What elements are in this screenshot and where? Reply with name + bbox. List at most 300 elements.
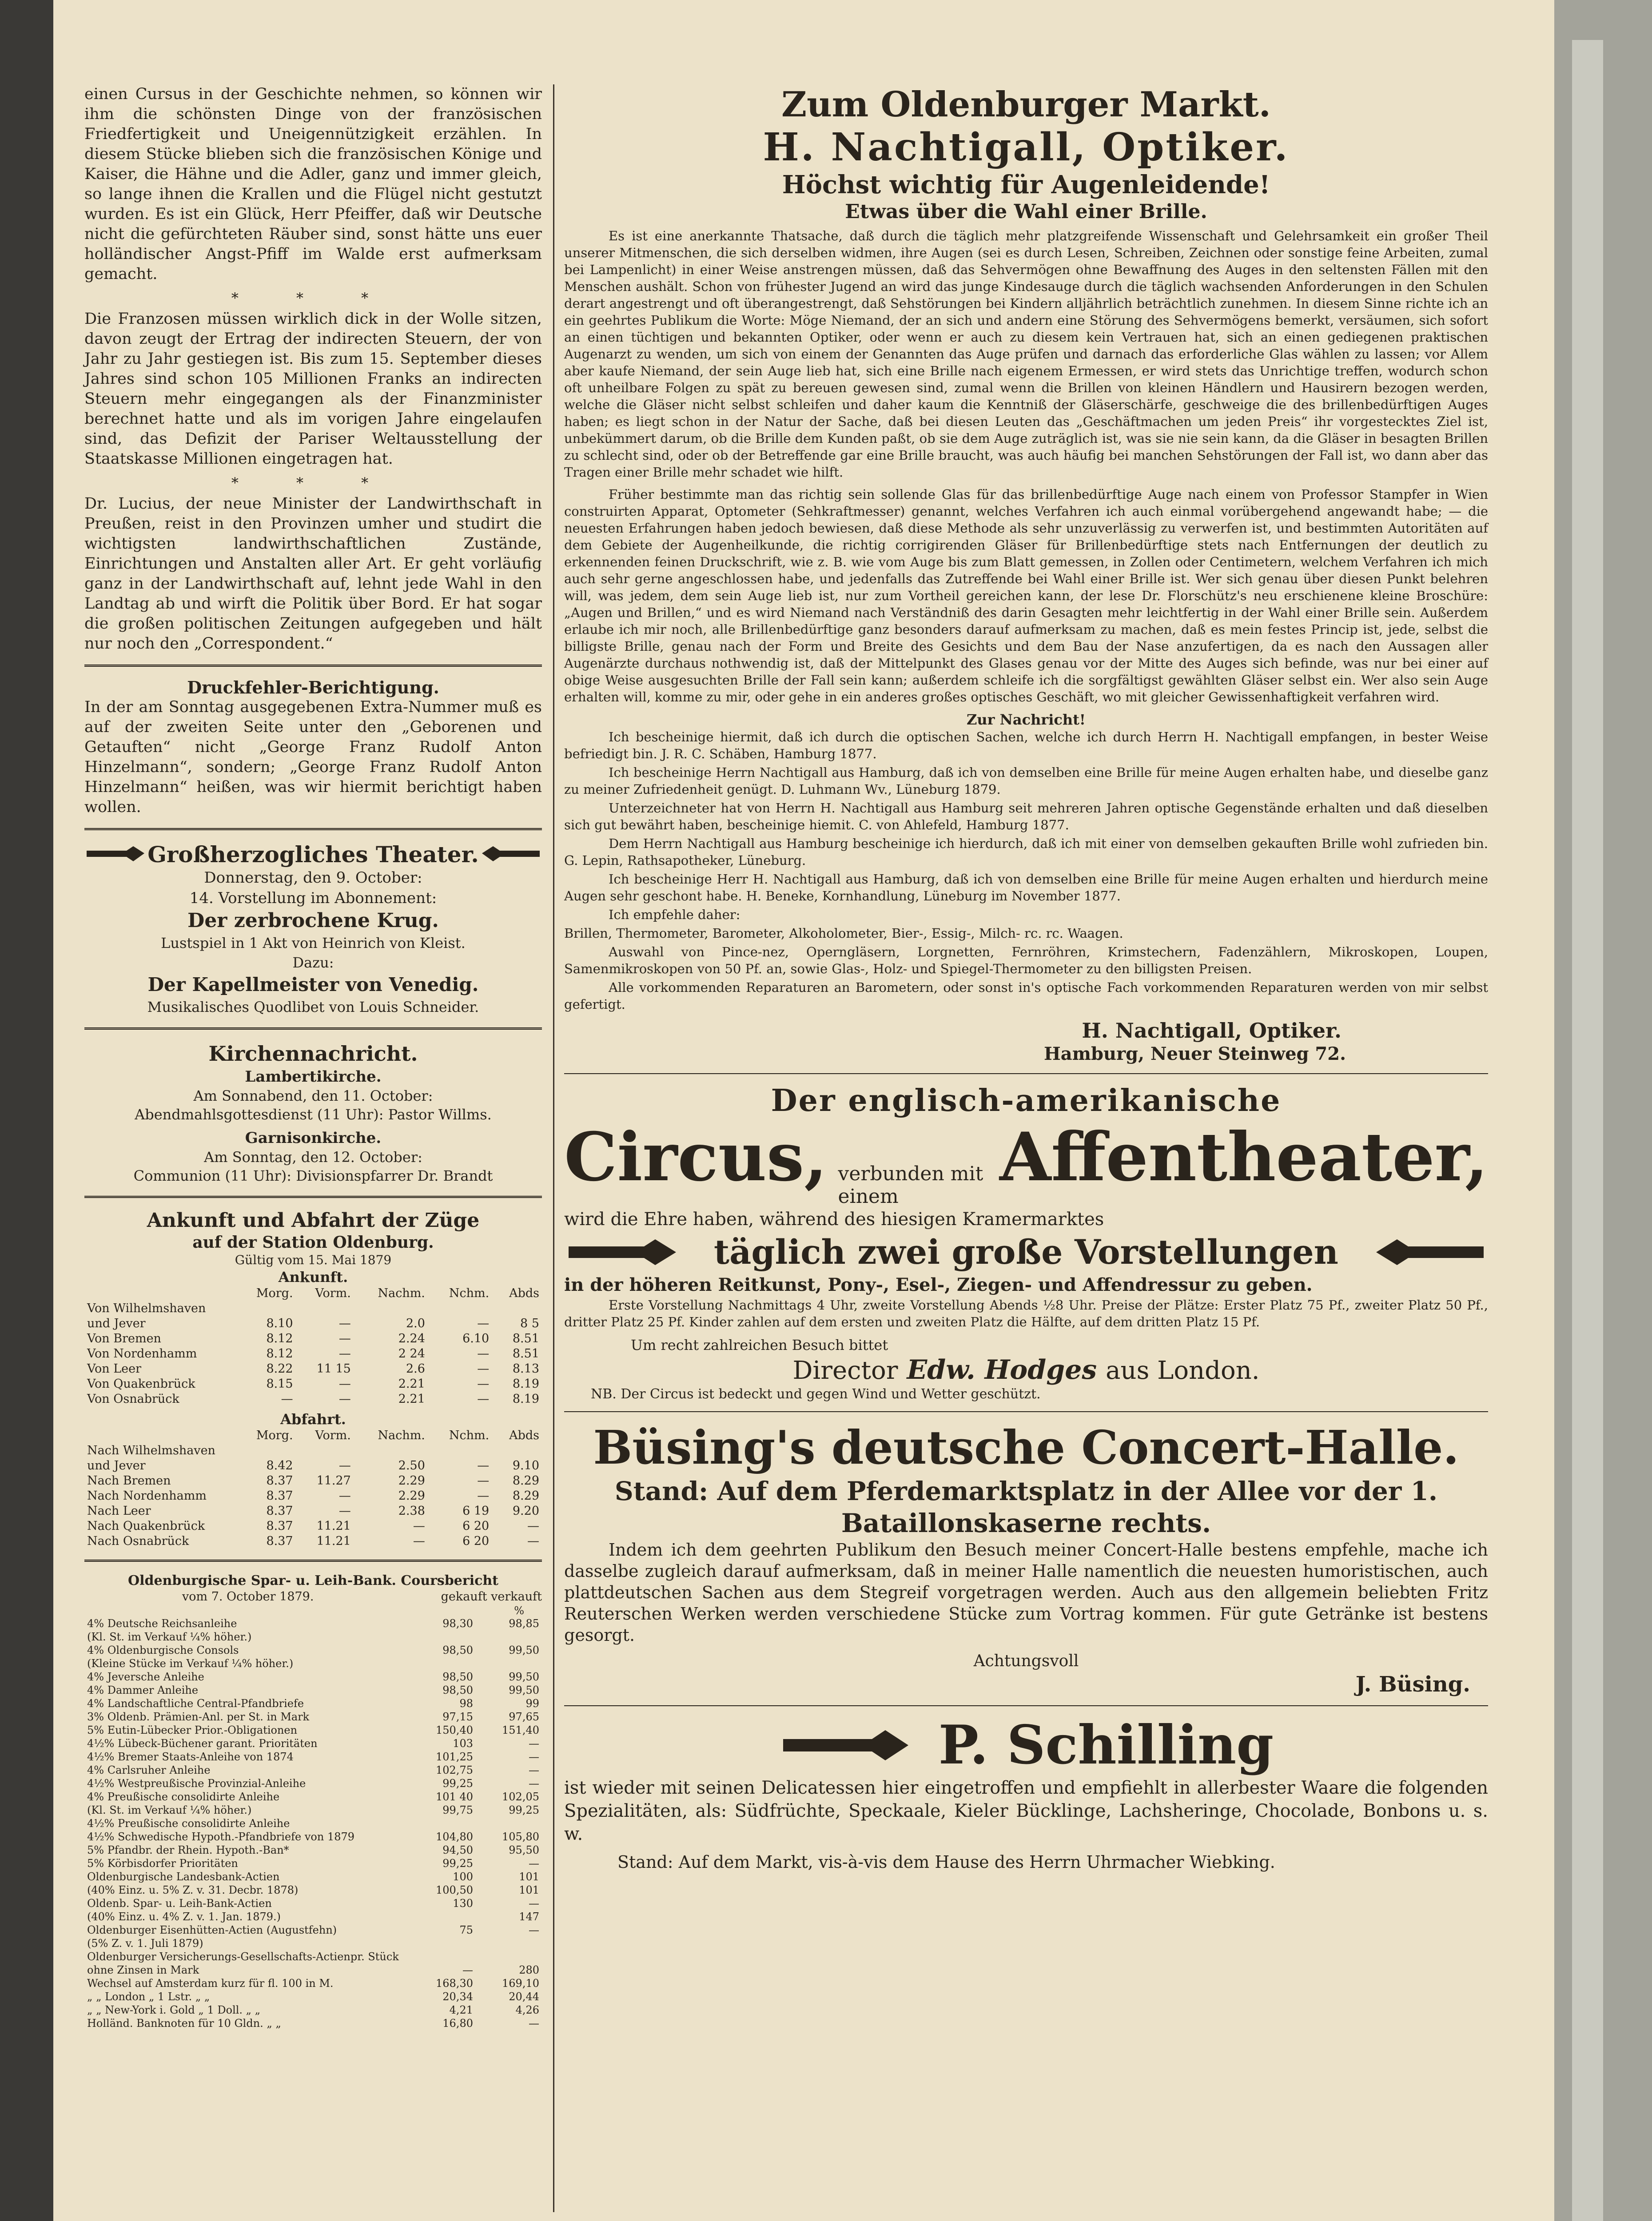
table-cell: 6.10	[462, 1332, 490, 1345]
table-cell: —	[529, 1857, 539, 1870]
table-cell: 169,10	[502, 1977, 539, 1990]
page-edge	[1572, 40, 1603, 2221]
table-row	[84, 1777, 542, 1790]
circus-big-word: Affentheater,	[999, 1118, 1488, 1196]
table-cell: 8.37	[266, 1534, 293, 1548]
church-name: Garnisonkirche.	[245, 1129, 382, 1147]
reference: Dem Herrn Nachtigall aus Hamburg bescheinige ich hierdurch, daß ich mit einer von demselben gekauften Brille wohl zufrieden bin. G. Lepin, Rathsapotheker, Lüneburg.	[564, 836, 1488, 868]
table-cell: 101	[519, 1871, 539, 1883]
table-row	[84, 1710, 542, 1723]
table-row	[84, 1697, 542, 1710]
theater-abo: 14. Vorstellung im Abonnement:	[189, 889, 437, 907]
table-cell: 168,30	[436, 1977, 473, 1990]
busing-ad	[564, 1420, 1488, 1697]
table-cell: (40% Einz. u. 4% Z. v. 1. Jan. 1879.)	[87, 1911, 281, 1923]
table-cell: —	[338, 1317, 351, 1330]
divider	[564, 1705, 1488, 1706]
table-header-cell: Abds	[509, 1429, 539, 1442]
table-cell: Nach Wilhelmshaven	[87, 1444, 215, 1457]
table-cell: 8.15	[266, 1377, 293, 1391]
table-cell: —	[338, 1347, 351, 1361]
separator-stars: * * *	[231, 474, 395, 491]
table-cell: 147	[519, 1911, 539, 1923]
table-cell: 5% Körbisdorfer Prioritäten	[87, 1857, 238, 1870]
table-cell: 5% Pfandbr. der Rhein. Hypoth.-Ban*	[87, 1844, 289, 1856]
table-cell: 20,34	[442, 1990, 473, 2003]
train-departure-label: Abfahrt.	[280, 1411, 346, 1428]
train-row	[84, 1316, 542, 1331]
ad-paragraph: Früher bestimmte man das richtig sein sollende Glas für das brillenbedürftige Auge nach einem von Professor Stampfer in Wien construirten Apparat, Optometer (Sehkraftmesser) genannt, welches Verfahren ich auch einmal vorübergehend angewandt habe; — die neuesten Erfahrungen haben jedoch bewiesen, daß diese Methode als sehr unzuverlässig zu verwerfen ist, und bestimmten Autoritäten auf dem Gebiete der Augenheilkunde, die richtig corrigirenden Gläser für Brillenbedürftige stets nach Entfernungen der deutlich zu erkennenden feinen Druckschrift, wie z. B. wie vom Auge bis zum Blatt gemessen, in Zollen oder Centimetern, welchem Verfahren ich mich auch sehr gerne angeschlossen habe, und jedenfalls das Zutreffende bei Wahl einer Brille ist. Wer sich genau über diesen Punkt belehren will, was jedem, dem sein Auge lieb ist, nur zum Vortheil gereichen kann, der lese Dr. Florschütz's neu erschienene kleine Broschüre: „Augen und Brillen,“ und es wird Niemand nach Verständniß des darin Gesagten mehr leichtfertig in der Wahl einer Brille sein. Außerdem erlaube ich mir noch, alle Brillenbedürftige ganz besonders darauf aufmerksam zu machen, daß es mein festes Princip ist, jede, selbst die billigste Brille, genau nach der Form und Breite des Gesichts und dem Bau der Nase anzufertigen, da es nach den Aussagen aller Augenärzte durchaus nothwendig ist, daß der Mittelpunkt des Glases genau vor der Mitte des Auges sich befinde, was nur bei einer auf obige Weise ausgesuchten Brille der Fall sein kann; außerdem schleife ich die sorgfältigst gewählten Gläser selbst ein. Wer also sein Auge erhalten will, komme zu mir, oder gehe in ein anderes großes optisches Geschäft, wo mit gleicher Gewissenhaftigkeit verfahren wird.	[564, 487, 1488, 705]
table-cell: 280	[519, 1964, 539, 1976]
table-cell: 150,40	[436, 1724, 473, 1736]
table-row	[84, 2003, 542, 2017]
table-row	[84, 1644, 542, 1657]
binding-right	[1554, 0, 1652, 2221]
train-row	[84, 1361, 542, 1377]
table-cell: 4% Landschaftliche Central-Pfandbriefe	[87, 1697, 304, 1710]
church-name: Lambertikirche.	[245, 1068, 382, 1086]
bank-pct: %	[514, 1604, 524, 1617]
schilling-stand: Stand: Auf dem Markt, vis-à-vis dem Hause des Herrn Uhrmacher Wiebking.	[617, 1852, 1275, 1872]
divider	[84, 665, 542, 667]
table-header-cell: Morg.	[256, 1286, 293, 1300]
table-row	[84, 1990, 542, 2003]
train-row	[84, 1331, 542, 1346]
table-cell: 6 20	[462, 1519, 490, 1533]
reference: Ich bescheinige hiermit, daß ich durch die optischen Sachen, welche ich durch Herrn H. Nachtigall empfangen, in bester Weise befriedigt bin. J. R. C. Schäben, Hamburg 1877.	[564, 729, 1488, 761]
train-valid: Gültig vom 15. Mai 1879	[235, 1253, 392, 1267]
table-row	[84, 1910, 542, 1923]
busing-title: Büsing's deutsche Concert-Halle.	[593, 1420, 1459, 1475]
pointing-hand-icon	[84, 841, 147, 868]
table-cell: Holländ. Banknoten für 10 Gldn. „ „	[87, 2017, 281, 2030]
table-cell: —	[529, 1924, 539, 1936]
ad-name: H. Nachtigall, Optiker.	[763, 125, 1290, 170]
table-cell: 2.24	[398, 1332, 425, 1345]
table-cell: 98	[459, 1697, 473, 1710]
pointing-hand-icon	[564, 1232, 680, 1272]
table-cell: 101	[519, 1884, 539, 1896]
table-cell: 99,25	[509, 1804, 539, 1816]
nachtigall-ad	[564, 84, 1488, 1065]
table-cell: —	[477, 1392, 490, 1406]
table-cell: 97,15	[442, 1711, 473, 1723]
table-row	[84, 1684, 542, 1697]
train-row	[84, 1346, 542, 1361]
table-cell: 8.12	[266, 1332, 293, 1345]
table-header-cell: Nchm.	[449, 1429, 490, 1442]
table-header-cell: Vorm.	[315, 1286, 351, 1300]
table-cell: Von Osnabrück	[87, 1392, 179, 1406]
offer-intro: Ich empfehle daher:	[609, 907, 740, 922]
bank-report	[84, 1572, 542, 2030]
table-cell: 75	[459, 1924, 473, 1936]
table-header-cell: Vorm.	[315, 1429, 351, 1442]
table-cell: 8.19	[512, 1377, 539, 1391]
table-cell	[354, 1443, 428, 1458]
table-cell: 99	[525, 1697, 539, 1710]
table-cell	[428, 1301, 492, 1316]
table-cell: Nach Bremen	[87, 1474, 171, 1488]
table-cell: 4½% Westpreußische Provinzial-Anleihe	[87, 1777, 306, 1790]
table-cell: 16,80	[442, 2017, 473, 2030]
table-cell: 2.29	[398, 1474, 425, 1488]
intro-paragraph: einen Cursus in der Geschichte nehmen, so können wir ihm die schönsten Dinge von der französischen Friedfertigkeit und Uneigennützigkeit erzählen. In diesem Stücke blieben sich die französischen Könige und Kaiser, die Hähne und die Adler, ganz und immer gleich, so lange ihnen die Krallen und die Flügel nicht gestutzt wurden. Es ist ein Glück, Herr Pfeiffer, daß wir Deutsche nicht die gefürchteten Räuber sind, sonst hätte uns euer holländischer Angst-Pfiff im Walde erst aufmerksam gemacht.	[84, 85, 542, 283]
busing-stand: Stand: Auf dem Pferdemarktsplatz in der Allee vor der 1. Bataillonskaserne rechts.	[614, 1476, 1438, 1538]
circus-director-label: Director	[792, 1356, 898, 1385]
table-row	[84, 1750, 542, 1763]
table-cell: 11.21	[316, 1519, 351, 1533]
errata-text: In der am Sonntag ausgegebenen Extra-Nummer muß es auf der zweiten Seite unter den „Geborenen und Getauften“ nicht „George Franz Rudolf Anton Hinzelmann“, sondern; „George Franz Rudolf Anton Hinzelmann“ heißen, was wir hiermit berichtigt haben wollen.	[84, 698, 542, 816]
offer-line: Auswahl von Pince-nez, Operngläsern, Lorgnetten, Fernröhren, Krimstechern, Fadenzählern, Mikroskopen, Loupen, Samenmikroskopen von 50 Pf. an, sowie Glas-, Holz- und Spiegel-Thermometer zu den billigsten Preisen.	[564, 944, 1488, 976]
table-cell: (5% Z. v. 1. Juli 1879)	[87, 1937, 203, 1950]
table-cell: 4½% Lübeck-Büchener garant. Prioritäten	[87, 1737, 318, 1750]
train-row	[84, 1377, 542, 1392]
table-cell: —	[477, 1459, 490, 1473]
table-cell: 3% Oldenb. Prämien-Anl. per St. in Mark	[87, 1711, 310, 1723]
table-row	[84, 1950, 542, 1963]
schilling-title: P. Schilling	[938, 1714, 1274, 1776]
table-cell	[354, 1301, 428, 1316]
table-cell: Von Nordenhamm	[87, 1347, 197, 1361]
table-cell: 4% Carlsruher Anleihe	[87, 1764, 211, 1776]
table-cell: 4% Deutsche Reichsanleihe	[87, 1617, 237, 1630]
table-row	[84, 1830, 542, 1843]
note-title: Zur Nachricht!	[967, 711, 1086, 728]
table-cell: Oldenburger Versicherungs-Gesellschafts-Actienpr. Stück	[87, 1950, 399, 1963]
play-subtitle: Musikalisches Quodlibet von Louis Schneider.	[147, 999, 479, 1015]
table-cell: 8.29	[512, 1489, 539, 1503]
table-cell: und Jever	[87, 1459, 146, 1473]
ad-headline: Zum Oldenburger Markt.	[781, 84, 1271, 125]
reference: Ich bescheinige Herrn Nachtigall aus Hamburg, daß ich von demselben eine Brille für meine Augen erhalten habe, und dieselbe ganz zu meiner Zufriedenheit genügt. D. Luhmann Wv., Lüneburg 1879.	[564, 765, 1488, 797]
table-cell	[476, 1937, 542, 1950]
table-header-cell: Morg.	[256, 1429, 293, 1442]
train-row	[84, 1534, 542, 1549]
table-cell	[236, 1443, 296, 1458]
table-cell	[296, 1443, 354, 1458]
table-cell	[410, 1950, 476, 1963]
table-header-cell: Nchm.	[449, 1286, 490, 1300]
ad-signature: H. Nachtigall, Optiker.	[1082, 1019, 1342, 1043]
table-cell: 8.12	[266, 1347, 293, 1361]
table-cell: 6 19	[462, 1504, 490, 1518]
table-cell: Von Bremen	[87, 1332, 161, 1345]
table-cell: —	[529, 1751, 539, 1763]
table-cell: 8.37	[266, 1474, 293, 1488]
table-cell: 8.37	[266, 1489, 293, 1503]
table-cell: 151,40	[502, 1724, 539, 1736]
play-subtitle: Lustspiel in 1 Akt von Heinrich von Kleist.	[161, 935, 466, 951]
table-row	[84, 1670, 542, 1684]
table-cell: 11.21	[316, 1534, 351, 1548]
table-cell: —	[529, 1737, 539, 1750]
schilling-ad	[564, 1714, 1488, 1873]
train-row	[84, 1301, 542, 1316]
offer-line: Alle vorkommenden Reparaturen an Barometern, oder sonst in's optische Fach vorkommenden Reparaturen werden von mir selbst gefertigt.	[564, 980, 1488, 1012]
train-row	[84, 1392, 542, 1407]
church-service: Communion (11 Uhr): Divisionspfarrer Dr. Brandt	[133, 1167, 493, 1184]
pointing-hand-icon	[779, 1723, 912, 1767]
table-cell: 100,50	[436, 1884, 473, 1896]
table-cell: 98,30	[442, 1617, 473, 1630]
table-cell: 8.13	[512, 1362, 539, 1376]
table-cell: Nach Leer	[87, 1504, 151, 1518]
circus-line: Um recht zahlreichen Besuch bittet	[631, 1337, 888, 1353]
table-cell: 4% Jeversche Anleihe	[87, 1671, 204, 1683]
table-header-row	[84, 1428, 542, 1443]
bank-header-sold: verkauft	[491, 1590, 542, 1604]
train-arrival-label: Ankunft.	[278, 1269, 348, 1286]
table-cell: 2.29	[398, 1489, 425, 1503]
table-row	[84, 1723, 542, 1737]
train-row	[84, 1458, 542, 1473]
bank-table	[84, 1617, 542, 2030]
table-cell: 4% Preußische consolidirte Anleihe	[87, 1791, 280, 1803]
table-cell	[476, 1817, 542, 1830]
table-cell: 98,50	[442, 1671, 473, 1683]
table-row	[84, 1870, 542, 1883]
table-cell	[296, 1301, 354, 1316]
theater-title: Großherzogliches Theater.	[147, 841, 479, 868]
table-cell: Von Quakenbrück	[87, 1377, 195, 1391]
table-cell: 4½% Preußische consolidirte Anleihe	[87, 1817, 290, 1830]
table-cell: Von Wilhelmshaven	[87, 1302, 206, 1315]
train-row	[84, 1504, 542, 1519]
circus-line: wird die Ehre haben, während des hiesigen Kramermarktes	[564, 1209, 1104, 1230]
ad-tagline: Höchst wichtig für Augenleidende!	[782, 170, 1270, 199]
table-cell: Wechsel auf Amsterdam kurz für fl. 100 in M.	[87, 1977, 334, 1990]
table-header-cell: Abds	[509, 1286, 539, 1300]
play-title: Der zerbrochene Krug.	[187, 909, 439, 932]
table-row	[84, 1617, 542, 1630]
table-cell: 99,25	[442, 1777, 473, 1790]
table-cell	[410, 1910, 476, 1923]
table-cell: 2.38	[398, 1504, 425, 1518]
table-header-cell	[84, 1286, 236, 1301]
pointing-hand-icon	[1373, 1232, 1488, 1272]
table-cell: 20,44	[509, 1990, 539, 2003]
table-cell: 8.51	[512, 1332, 539, 1345]
table-cell: 4,21	[449, 2004, 473, 2016]
train-subtitle: auf der Station Oldenburg.	[192, 1233, 434, 1252]
table-cell: 8.29	[512, 1474, 539, 1488]
table-cell: —	[527, 1519, 539, 1533]
table-header-cell: Nachm.	[378, 1429, 425, 1442]
table-cell: —	[338, 1377, 351, 1391]
theater-dazu: Dazu:	[292, 954, 334, 971]
table-row	[84, 1937, 542, 1950]
table-cell: —	[281, 1392, 293, 1406]
theater-block	[84, 841, 542, 1017]
table-row	[84, 1763, 542, 1777]
table-cell: 9.10	[512, 1459, 539, 1473]
divider	[564, 1411, 1488, 1412]
circus-big-word: Circus,	[564, 1118, 828, 1196]
table-row	[84, 1923, 542, 1937]
church-title: Kirchennachricht.	[208, 1042, 418, 1066]
table-header-row	[84, 1286, 542, 1301]
table-cell: 4% Oldenburgische Consols	[87, 1644, 239, 1656]
table-cell: —	[477, 1489, 490, 1503]
table-cell: 94,50	[442, 1844, 473, 1856]
table-header-cell: Nachm.	[378, 1286, 425, 1300]
table-cell: —	[529, 1777, 539, 1790]
table-row	[84, 1857, 542, 1870]
circus-performances: täglich zwei große Vorstellungen	[714, 1232, 1338, 1272]
church-service: Abendmahlsgottesdienst (11 Uhr): Pastor Willms.	[135, 1106, 492, 1123]
divider	[84, 828, 542, 830]
table-cell: Von Leer	[87, 1362, 142, 1376]
table-row	[84, 1843, 542, 1857]
table-row	[84, 1790, 542, 1803]
table-cell: —	[529, 2017, 539, 2030]
table-cell	[476, 1950, 542, 1963]
table-row	[84, 1963, 542, 1977]
ad-subtitle: Etwas über die Wahl einer Brille.	[845, 200, 1207, 223]
table-cell: —	[477, 1474, 490, 1488]
table-cell: —	[529, 1897, 539, 1910]
table-cell: —	[338, 1489, 351, 1503]
table-cell: Oldenb. Spar- u. Leih-Bank-Actien	[87, 1897, 272, 1910]
reference: Ich bescheinige Herr H. Nachtigall aus Hamburg, daß ich von demselben eine Brille für meine Augen erhalten und hierdurch meine Augen sehr geschont habe. H. Beneke, Kornhandlung, Lüneburg im November 1877.	[564, 872, 1488, 904]
table-cell: 95,50	[509, 1844, 539, 1856]
table-cell: 4,26	[515, 2004, 539, 2016]
table-cell: —	[477, 1362, 490, 1376]
train-row	[84, 1489, 542, 1504]
table-cell: 2.21	[398, 1392, 425, 1406]
table-cell: 104,80	[436, 1831, 473, 1843]
table-cell: 11.27	[316, 1474, 351, 1488]
train-row	[84, 1443, 542, 1458]
table-cell	[236, 1301, 296, 1316]
church-block	[84, 1040, 542, 1185]
table-cell: 4% Dammer Anleihe	[87, 1684, 199, 1696]
table-cell: „ „ London „ 1 Lstr. „ „	[87, 1990, 210, 2003]
table-cell: 8.19	[512, 1392, 539, 1406]
table-cell: 130	[453, 1897, 473, 1910]
schilling-text: ist wieder mit seinen Delicatessen hier eingetroffen und empfiehlt in allerbester Waare die folgenden Spezialitäten, als: Südfrüchte, Speckaale, Kieler Bücklinge, Lachsheringe, Chocolade, Bonbons u. s. w.	[564, 1778, 1488, 1844]
table-row	[84, 1897, 542, 1910]
table-cell: 97,65	[509, 1711, 539, 1723]
divider	[564, 1073, 1488, 1074]
table-cell: 11 15	[316, 1362, 351, 1376]
table-cell: Nach Quakenbrück	[87, 1519, 205, 1533]
table-cell: 9.20	[512, 1504, 539, 1518]
table-cell: ohne Zinsen in Mark	[87, 1964, 199, 1976]
church-date: Am Sonnabend, den 11. October:	[193, 1087, 433, 1104]
table-cell: —	[413, 1534, 425, 1548]
binding-left	[0, 0, 53, 2221]
circus-headline: Der englisch-amerikanische	[771, 1083, 1282, 1118]
table-cell: (Kleine Stücke im Verkauf ¼% höher.)	[87, 1657, 294, 1670]
circus-prices: Erste Vorstellung Nachmittags 4 Uhr, zweite Vorstellung Abends ½8 Uhr. Preise der Plätze: Erster Platz 75 Pf., zweiter Platz 50 Pf., dritter Platz 25 Pf. Kinder zahlen auf dem ersten und zweiten Platz die Hälfte, auf dem dritten Platz 15 Pf.	[564, 1298, 1488, 1329]
table-cell: (Kl. St. im Verkauf ¼% höher.)	[87, 1631, 252, 1643]
bank-date: vom 7. October 1879.	[182, 1590, 314, 1604]
table-cell: —	[413, 1519, 425, 1533]
table-row	[84, 1977, 542, 1990]
left-column	[84, 84, 542, 2030]
table-cell: 8.37	[266, 1519, 293, 1533]
errata-title: Druckfehler-Berichtigung.	[187, 677, 439, 697]
train-timetable	[84, 1209, 542, 1549]
busing-signature: J. Büsing.	[1355, 1672, 1470, 1697]
table-cell: —	[462, 1964, 473, 1976]
table-cell	[410, 1937, 476, 1950]
table-cell: (40% Einz. u. 5% Z. v. 31. Decbr. 1878)	[87, 1884, 299, 1896]
table-cell: 8.42	[266, 1459, 293, 1473]
table-row	[84, 1630, 542, 1644]
table-cell: 2.6	[406, 1362, 425, 1376]
table-cell: 101,25	[436, 1751, 473, 1763]
table-cell: 101 40	[436, 1791, 473, 1803]
table-cell: 99,50	[509, 1684, 539, 1696]
offer-line: Brillen, Thermometer, Barometer, Alkoholometer, Bier-, Essig-, Milch- rc. rc. Waagen.	[564, 926, 1123, 941]
table-cell: 103	[453, 1737, 473, 1750]
table-cell: —	[338, 1459, 351, 1473]
table-row	[84, 1883, 542, 1897]
table-cell: 8.51	[512, 1347, 539, 1361]
table-cell: 2 24	[398, 1347, 425, 1361]
arrival-table	[84, 1286, 542, 1407]
train-row	[84, 1519, 542, 1534]
table-row	[84, 1737, 542, 1750]
train-row	[84, 1473, 542, 1489]
table-cell	[492, 1301, 542, 1316]
pointing-hand-icon	[480, 841, 542, 868]
table-cell: 105,80	[502, 1831, 539, 1843]
divider	[84, 1196, 542, 1198]
bank-title: Oldenburgische Spar- u. Leih-Bank. Coursbericht	[127, 1573, 499, 1588]
table-cell: Nach Nordenhamm	[87, 1489, 207, 1503]
intro-paragraph: Dr. Lucius, der neue Minister der Landwirthschaft in Preußen, reist in den Provinzen umher und studirt die wichtigsten landwirthschaftlichen Zustände, Einrichtungen und Anstalten aller Art. Er geht vorläufig ganz in der Landwirthschaft auf, lehnt jede Wahl in den Landtag ab und wirft die Politik über Bord. Er hat sogar die großen politischen Zeitungen aufgegeben und hält nur noch den „Correspondent.“	[84, 495, 542, 653]
table-cell: 99,25	[442, 1857, 473, 1870]
circus-mid: verbunden mit einem	[838, 1162, 983, 1208]
table-cell	[428, 1443, 492, 1458]
table-row	[84, 1803, 542, 1817]
ad-address: Hamburg, Neuer Steinweg 72.	[1044, 1043, 1346, 1064]
theater-date: Donnerstag, den 9. October:	[204, 869, 422, 887]
table-cell: —	[477, 1347, 490, 1361]
table-cell	[492, 1443, 542, 1458]
column-divider	[553, 84, 554, 2212]
table-cell: (Kl. St. im Verkauf ¼% höher.)	[87, 1804, 252, 1816]
departure-table	[84, 1428, 542, 1549]
circus-director-name: Edw. Hodges	[907, 1354, 1097, 1385]
table-cell: —	[527, 1534, 539, 1548]
table-cell	[410, 1657, 476, 1670]
table-cell: —	[477, 1377, 490, 1391]
table-cell: Oldenburger Eisenhütten-Actien (Augustfehn)	[87, 1924, 337, 1936]
table-cell: 8.37	[266, 1504, 293, 1518]
table-cell: 5% Eutin-Lübecker Prior.-Obligationen	[87, 1724, 298, 1736]
table-cell: 99,50	[509, 1644, 539, 1656]
table-cell: —	[529, 1764, 539, 1776]
table-row	[84, 2017, 542, 2030]
table-header-cell	[84, 1428, 236, 1443]
table-cell: 2.21	[398, 1377, 425, 1391]
divider	[84, 1560, 542, 1562]
table-cell: 100	[453, 1871, 473, 1883]
circus-ad	[564, 1082, 1488, 1403]
table-cell: —	[338, 1392, 351, 1406]
table-cell: 98,50	[442, 1644, 473, 1656]
table-cell	[476, 1630, 542, 1644]
table-cell	[410, 1817, 476, 1830]
church-date: Am Sonntag, den 12. October:	[204, 1149, 422, 1166]
intro-paragraph: Die Franzosen müssen wirklich dick in der Wolle sitzen, davon zeugt der Ertrag der indirecten Steuern, der von Jahr zu Jahr gestiegen ist. Bis zum 15. September dieses Jahres sind schon 105 Millionen Franks an indirecten Steuern mehr eingegangen als der Finanzminister berechnet hatte und als im vorigen Jahre eingelaufen sind, das Defizit der Pariser Weltausstellung der Staatskasse Millionen eingetragen hat.	[84, 310, 542, 468]
table-cell: und Jever	[87, 1317, 146, 1330]
